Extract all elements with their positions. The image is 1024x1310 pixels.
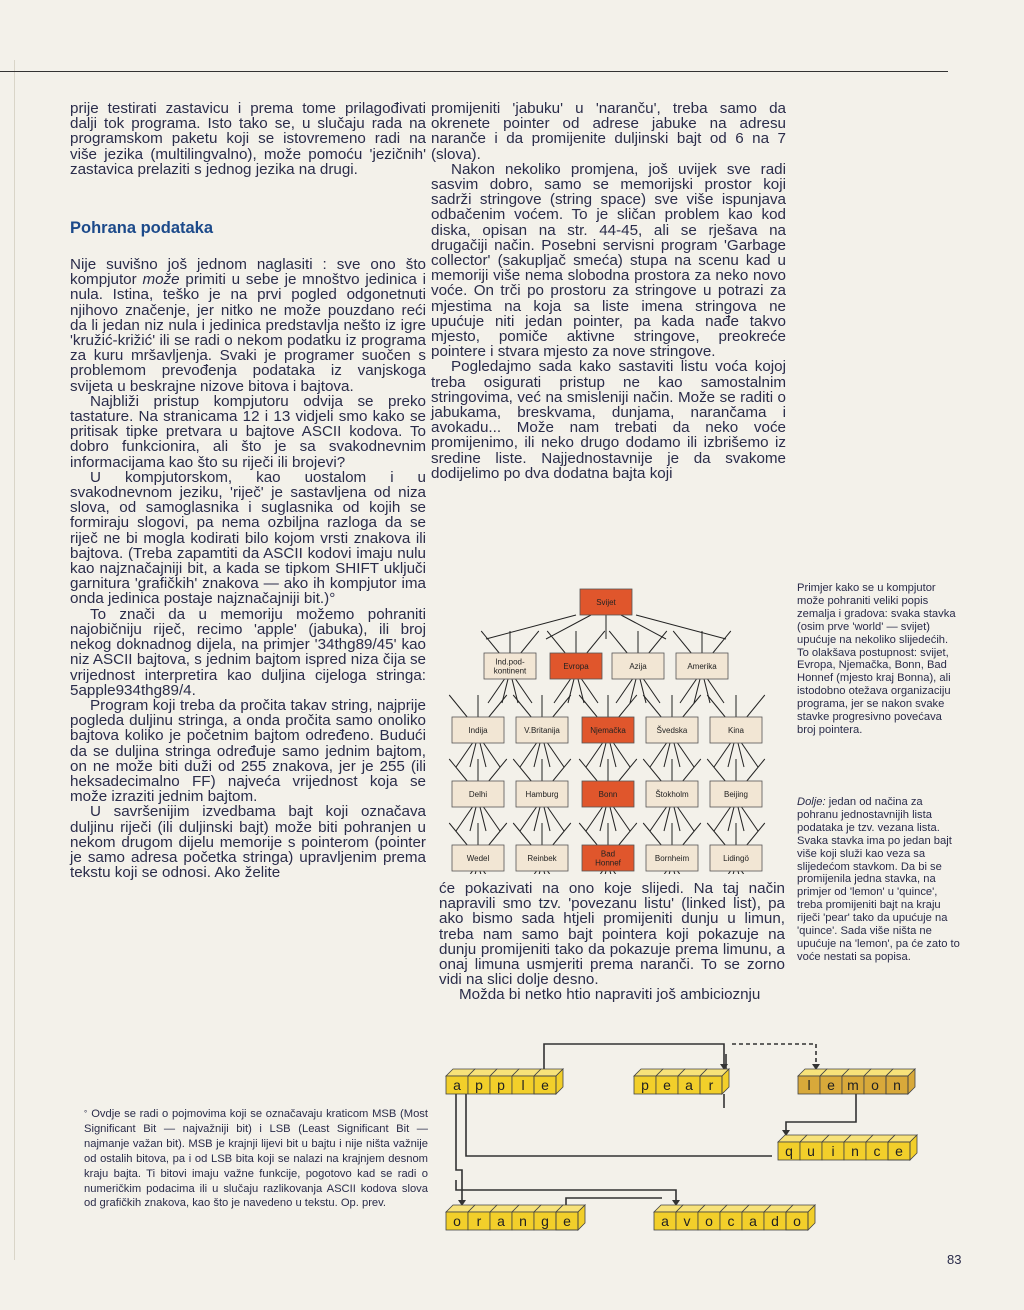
tree-link-line xyxy=(674,807,680,831)
tree-node-label: Štokholm xyxy=(655,790,689,799)
tree-node-label: kontinent xyxy=(493,666,527,676)
list-node-apple xyxy=(446,1069,563,1094)
tree-node xyxy=(452,717,504,743)
letter-label: n xyxy=(851,1143,859,1159)
letter-label: a xyxy=(497,1213,505,1229)
tree-node-label: V.Britanija xyxy=(524,726,560,735)
tree-node xyxy=(646,781,698,807)
tree-link-line xyxy=(707,759,725,781)
tree-link-line xyxy=(480,743,486,767)
tree-node xyxy=(484,653,536,679)
paragraph: će pokazivati na ono koje slijedi. Na taj način napravili smo tzv. 'povezanu listu' (linked list), pa ako bismo sada htjeli promijeniti dunju u limun, treba nam samo bajt pointera koji pokazuje na dunju promijeniti tako da pokazuje prema limunu, a onaj limuna usmjeriti prema naranči. To se zorno vidi na slici dolje desno. xyxy=(439,880,785,989)
tree-link-line xyxy=(650,807,667,831)
letter-label: e xyxy=(541,1077,549,1093)
letter-label: r xyxy=(476,1213,482,1229)
tree-link-line xyxy=(678,807,695,831)
paragraph: Najbliži pristup kompjutoru odvija se preko tastature. Na stranicama 12 i 13 vidjeli smo kako se pritisak tipke pretvara u bajtove ASCII kodova. To dobro funkcionira, ali što je sa svakodnevnim informacijama kao što su riječi ili brojevi? xyxy=(70,392,426,471)
tree-node-label: Hamburg xyxy=(525,790,559,799)
tree-caption: Primjer kako se u kompjutor može pohraniti veliki popis zemalja i gradova: svaka stavka (osim prve 'world' — svijet) upućuje na nekoliko slijedećih. To olakšava postupnost: svijet, Evropa, Njemačka, Bonn, Bad Honnef (mjesto kraj Bonna), ali istodobno otežava organizaciju programa, jer se nakon svake stavke progresivno povećava broj pointera. xyxy=(797,582,956,736)
tree-link-line xyxy=(619,695,637,717)
tree-link-line xyxy=(456,871,473,874)
letter-label: l xyxy=(521,1077,525,1093)
section-heading: Pohrana podataka xyxy=(70,219,214,238)
tree-link-line xyxy=(614,871,631,874)
tree-link-line xyxy=(738,807,744,831)
letter-label: o xyxy=(871,1077,879,1093)
tree-link-line xyxy=(643,823,661,845)
tree-link-line xyxy=(488,679,505,703)
tree-link-line xyxy=(707,695,725,717)
tree-link-line xyxy=(586,807,603,831)
tree-node-label: Indija xyxy=(468,726,488,735)
letter-label: n xyxy=(519,1213,527,1229)
tree-link-line xyxy=(678,743,695,767)
tree-link-line xyxy=(747,695,765,717)
tree-node-label: Amerika xyxy=(687,662,717,671)
tree-link-line xyxy=(579,759,597,781)
tree-link-line xyxy=(520,871,537,874)
tree-link-line xyxy=(610,743,616,767)
tree-link-line xyxy=(683,759,701,781)
hierarchy-tree-diagram xyxy=(440,578,782,874)
pointer-line xyxy=(466,1094,772,1156)
tree-link-line xyxy=(619,823,637,845)
letter-label: m xyxy=(847,1077,859,1093)
footnote-text: Ovdje se radi o pojmovima koji se označavaju kraticom MSB (Most Significant Bit — najvažniji bit) i LSB (Least Significant Bit — najmanje važan bit). MSB je krajnji lijevi bit u bajtu i nije ništa važnije od ostalih bitova, pa i od LSB bita koji se nalazi na krajnjem desnom kraju bajta. Ti bitovi imaju važne funkcije, pogotovo kad se radi o numeričkim podacima ili u slučaju razlikovanja ASCII kodova slova od grafičkih znakova, kao što je navedeno u tekstu. Op. prev. xyxy=(84,1108,428,1210)
tree-link-line xyxy=(449,823,467,845)
tree-link-line xyxy=(548,871,565,874)
tree-link-line xyxy=(534,807,540,831)
tree-link-line xyxy=(742,807,759,831)
page-edge-shadow xyxy=(14,60,15,1260)
tree-link-line xyxy=(742,871,759,874)
letter-label: q xyxy=(785,1143,793,1159)
letter-label: c xyxy=(727,1213,735,1229)
tree-node xyxy=(516,717,568,743)
link-byte xyxy=(886,1076,908,1094)
pointer-line xyxy=(456,1094,462,1204)
paragraph: Nije suvišno još jednom naglasiti : sve ono što kompjutor može primiti u sebe je mnoštvo jedinica i nula. Istina, teško je na prvi pogled odgonetnuti njihovo značenje, jer nitko ne može pouzdano reći da li jedan niz nula i jedinica predstavlja nešto iz igre 'kružić-križić' ili se radi o nekom podatku iz programa za kuru mršavljenja. Svaki je programer suočen s problemom prevođenja podataka iz vanjskoga svijeta u beskrajne nizove bitova i bajtova. xyxy=(70,256,427,395)
paragraph: Program koji treba da pročita takav string, najprije pogleda duljinu stringa, a onda pročita samo onoliko bajtova koliko je početnim bajtom određeno. Budući da se duljina stringa određuje samo jednim bajtom, on ne može biti duži od 255 znakova, jer je 255 (ili heksadecimalno FF) najveća vrijednost koja se može izraziti jednim bajtom. xyxy=(70,696,426,806)
tree-link-line xyxy=(600,807,606,831)
tree-node-label: Evropa xyxy=(563,662,589,671)
letter-label: a xyxy=(661,1213,669,1229)
tree-link-line xyxy=(664,743,670,767)
tree-node xyxy=(550,653,602,679)
tree-link-line xyxy=(489,759,507,781)
paragraph: promijeniti 'jabuku' u 'naranču', treba samo da okrenete pointer od adrese jabuke na adresu naranče i da promijenite duljinski bajt od 6 na 7 (slova). xyxy=(431,100,786,163)
letter-label: e xyxy=(563,1213,571,1229)
tree-link-line xyxy=(548,807,565,831)
tree-link-line xyxy=(513,759,531,781)
tree-link-line xyxy=(513,823,531,845)
tree-link-line xyxy=(644,679,661,703)
tree-link-line xyxy=(714,871,731,874)
letter-label: n xyxy=(893,1077,901,1093)
link-byte xyxy=(534,1076,556,1094)
list-node-avocado xyxy=(654,1205,815,1230)
tree-link-line xyxy=(484,871,501,874)
letter-label: d xyxy=(771,1213,779,1229)
letter-label: o xyxy=(453,1213,461,1229)
paragraph: U savršenijim izvedbama bajt koji označava duljinu riječi (ili duljinski bajt) može biti pohranjen u nekom drugom dijelu memorije s pointerom (pointer je samo adresa početka stringa) upravljenim prema tekstu koji se odnosi. Ako želite xyxy=(70,803,426,882)
letter-label: a xyxy=(749,1213,757,1229)
tree-node xyxy=(612,653,664,679)
tree-link-line xyxy=(680,679,697,703)
list-node-orange xyxy=(446,1205,585,1230)
tree-link-line xyxy=(548,743,565,767)
tree-link-line xyxy=(683,695,701,717)
letter-label: a xyxy=(685,1077,693,1093)
letter-label: i xyxy=(831,1143,835,1159)
tree-node-label: Beijing xyxy=(723,790,749,799)
tree-link-line xyxy=(619,759,637,781)
letter-label: l xyxy=(807,1077,811,1093)
tree-node xyxy=(710,717,762,743)
tree-link-line xyxy=(582,679,599,703)
tree-link-line xyxy=(728,807,734,831)
tree-link-line xyxy=(650,743,667,767)
tree-link-line xyxy=(449,695,467,717)
tree-link-line xyxy=(481,631,499,653)
tree-link-line xyxy=(714,743,731,767)
tree-link-line xyxy=(544,743,550,767)
tree-node xyxy=(676,653,728,679)
paragraph: Pogledajmo sada kako sastaviti listu voća kojoj treba osigurati pristup ne kao samostalnim stringovima, već na smisleniji način. Može se raditi o jabukama, breskvama, dunjama, narančama i avokadu... Može nam trebati da neko voće promijenimo, ili neko drugo dodamo ili izbrišemo iz sredine liste. Najjednostavnije je da svakome dodijelimo po dva dodatna bajta koji xyxy=(431,358,786,482)
tree-link-line xyxy=(516,679,533,703)
page-number: 83 xyxy=(947,1252,962,1267)
tree-link-line xyxy=(456,807,473,831)
tree-node-label: Reinbek xyxy=(527,854,557,863)
tree-node-label: Lidingö xyxy=(723,854,749,863)
tree-node-label: Bornheim xyxy=(654,854,690,863)
tree-link-line xyxy=(544,807,550,831)
tree-link-line xyxy=(714,807,731,831)
paragraph: Možda bi netko htio napraviti još ambicioznju xyxy=(459,986,761,1004)
list-node-pear xyxy=(634,1069,729,1094)
tree-link-line xyxy=(707,823,725,845)
right-text-column-continued xyxy=(439,881,785,1003)
tree-node-label: Bad xyxy=(600,849,616,859)
tree-node-label: Švedska xyxy=(656,726,688,735)
letter-label: g xyxy=(541,1213,549,1229)
header-rule xyxy=(0,71,948,72)
tree-link-line xyxy=(534,743,540,767)
tree-link-line xyxy=(643,695,661,717)
tree-node xyxy=(580,589,632,615)
letter-label: p xyxy=(641,1077,649,1093)
tree-link-line xyxy=(470,743,476,767)
tree-link-line xyxy=(484,807,501,831)
letter-label: e xyxy=(663,1077,671,1093)
link-byte xyxy=(556,1212,578,1230)
tree-link-line xyxy=(610,807,616,831)
tree-link-line xyxy=(747,759,765,781)
tree-link-line xyxy=(579,823,597,845)
letter-label: p xyxy=(497,1077,505,1093)
tree-link-line xyxy=(520,807,537,831)
tree-link-line xyxy=(674,743,680,767)
paragraph: To znači da u memoriju možemo pohraniti najobičniju riječ, recimo 'apple' (jabuka), ili broj nekog doknadnog dijela, na primjer '34thg89/45' kao niz ASCII bajtova, s jednim bajtom ispred niza čija se vrijednost interpretira kao duljina cijeloga stringa: 5apple934thg89/4. xyxy=(70,605,426,699)
tree-link-line xyxy=(621,615,666,639)
tree-link-line xyxy=(489,823,507,845)
tree-link-line xyxy=(600,743,606,767)
tree-link-line xyxy=(614,807,631,831)
link-byte xyxy=(786,1212,808,1230)
tree-link-line xyxy=(587,631,605,653)
tree-node xyxy=(516,781,568,807)
tree-link-line xyxy=(747,823,765,845)
letter-label: p xyxy=(475,1077,483,1093)
tree-node xyxy=(452,845,504,871)
letter-label: v xyxy=(683,1213,691,1229)
tree-link-line xyxy=(553,823,571,845)
tree-link-line xyxy=(521,631,539,653)
linked-list-diagram xyxy=(436,1030,936,1240)
footnote xyxy=(84,1107,428,1211)
tree-link-line xyxy=(664,807,670,831)
tree-node xyxy=(452,781,504,807)
tree-node-label: Bonn xyxy=(598,790,618,799)
tree-link-line xyxy=(553,695,571,717)
tree-link-line xyxy=(609,631,627,653)
tree-link-line xyxy=(568,679,574,703)
tree-node xyxy=(582,781,634,807)
letter-label: u xyxy=(807,1143,815,1159)
tree-link-line xyxy=(713,631,731,653)
letter-label: r xyxy=(708,1077,714,1093)
tree-link-line xyxy=(546,615,591,639)
tree-link-line xyxy=(456,743,473,767)
tree-link-line xyxy=(449,759,467,781)
tree-link-line xyxy=(708,679,725,703)
list-node-lemon xyxy=(798,1069,915,1094)
right-text-column xyxy=(431,101,786,481)
letter-label: a xyxy=(453,1077,461,1093)
tree-link-line xyxy=(586,743,603,767)
tree-link-line xyxy=(704,679,710,703)
tree-link-line xyxy=(480,807,486,831)
letter-label: c xyxy=(873,1143,881,1159)
tree-link-line xyxy=(553,759,571,781)
letter-label: e xyxy=(895,1143,903,1159)
tree-node xyxy=(582,717,634,743)
paragraph: U kompjutorskom, kao uostalom i u svakodnevnom jeziku, 'riječ' je sastavljena od niza slova, od samoglasnika i suglasnika od kojih se formiraju slogovi, pa nema ozbiljna razloga da se riječ ne bi mogla kodirati bilo kojom vrsti znakova ili bajtova. (Treba zapamtiti da ASCII kodovi imaju nulu kao najznačajniji bit, a kada se tipkom SHIFT uključi garnitura 'grafičkih' znakova — ako ih kompjutor ima onda jedinica postaje najznačajniji bit.)° xyxy=(70,468,426,608)
tree-link-line xyxy=(554,679,571,703)
tree-node xyxy=(710,781,762,807)
tree-link-line xyxy=(484,743,501,767)
paragraph: Nakon nekoliko promjena, još uvijek sve radi sasvim dobro, samo se memorijski prostor koji sadrži stringove (string space) sve više ispunjava odbačenim voćem. To je sličan problem kao kod diska, opisan na str. 44-45, ali se rješava na drugačiji način. Posebni servisni program 'Garbage collector' (sakupljač smeća) stupa na scenu kad u memoriji više nema slobodna prostora za neko novo voće. On trči po prostoru za stringove u potrazi za mjestima na koja sa liste imena stringova ne upućuje niti jedan pointer, pa kada nađe takvo mjesto, pomiče aktivne stringove, preokreće pointere i stvara mjesto za nove stringove. xyxy=(431,160,786,361)
tree-node xyxy=(710,845,762,871)
tree-link-line xyxy=(683,823,701,845)
paragraph: prije testirati zastavicu i prema tome prilagođivati dalji tok programa. Isto tako se, u slučaju rada na programskom paketu koji se istovremeno radi na više jezika (multilingvalno), može pomoću 'jezičnih' zastavica prelaziti s jednog jezika na drugi. xyxy=(70,100,426,178)
tree-node-label: Ind.pod- xyxy=(495,657,525,667)
tree-node-label: Svijet xyxy=(596,598,616,607)
tree-node-label: Delhi xyxy=(468,790,488,799)
tree-link-line xyxy=(486,615,576,639)
tree-link-line xyxy=(470,807,476,831)
link-byte xyxy=(700,1076,722,1094)
tree-link-line xyxy=(738,743,744,767)
tree-node-label: Honnef xyxy=(595,858,621,868)
list-caption: Dolje: jedan od načina za pohranu jednostavnijih lista podataka je tzv. vezana lista. Svaka stavka ima po jedan bajt više koji služi kao veza sa slijedećom stavkom. Da bi se promijenila jedna stavka, na primjer od 'lemon' u 'quince', treba promijeniti bajt na kraju riječi 'pear' tako da upućuje na 'quince'. Sada više ništa ne upućuje na 'lemon', pa će zato to voće nestati sa popisa. xyxy=(797,796,960,963)
tree-link-line xyxy=(650,871,667,874)
tree-node-label: Kina xyxy=(727,726,745,735)
tree-link-line xyxy=(742,743,759,767)
tree-link-line xyxy=(678,871,695,874)
tree-link-line xyxy=(614,743,631,767)
footnote-mark: ° xyxy=(84,1109,88,1118)
tree-link-line xyxy=(640,679,646,703)
left-text-column xyxy=(70,101,426,880)
list-node-quince xyxy=(778,1135,917,1160)
tree-node xyxy=(646,845,698,871)
tree-link-line xyxy=(616,679,633,703)
tree-link-line xyxy=(636,615,726,639)
tree-link-line xyxy=(520,743,537,767)
tree-node xyxy=(646,717,698,743)
letter-label: o xyxy=(705,1213,713,1229)
link-byte xyxy=(888,1142,910,1160)
tree-link-line xyxy=(586,871,603,874)
tree-node xyxy=(516,845,568,871)
tree-node-label: Njemačka xyxy=(590,726,626,735)
tree-link-line xyxy=(673,631,691,653)
broken-pointer-line xyxy=(732,1044,816,1068)
tree-node-label: Wedel xyxy=(466,854,490,863)
letter-label: e xyxy=(827,1077,835,1093)
letter-label: o xyxy=(793,1213,801,1229)
tree-node-label: Azija xyxy=(629,662,647,671)
tree-link-line xyxy=(728,743,734,767)
tree-node xyxy=(582,845,634,871)
tree-link-line xyxy=(547,631,565,653)
tree-link-line xyxy=(643,759,661,781)
